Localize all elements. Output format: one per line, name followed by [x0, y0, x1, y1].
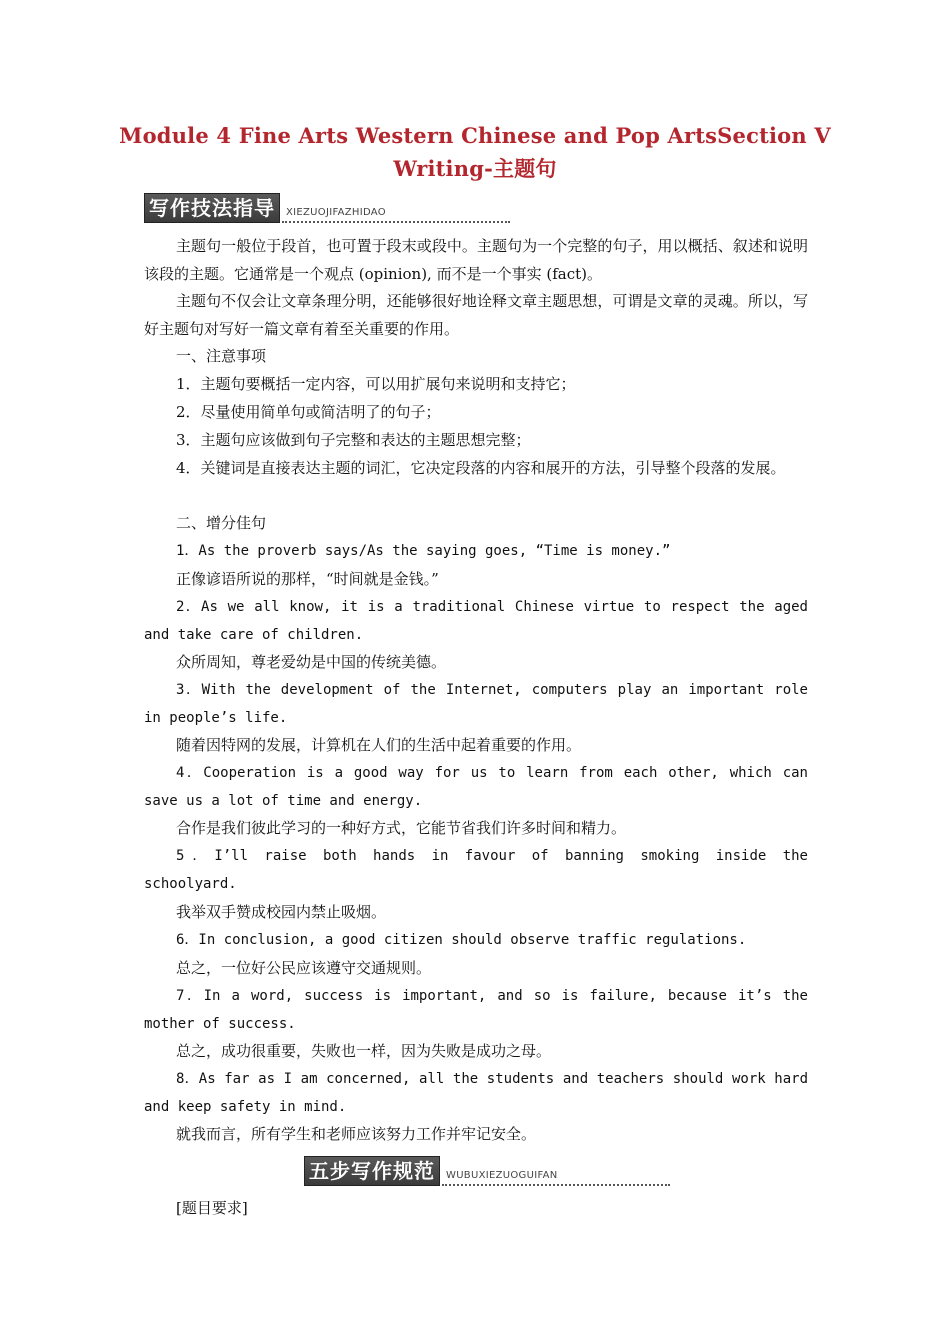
section-banner-writing-tips	[144, 195, 510, 223]
document-title-line-1: Module 4 Fine Arts Western Chinese and Pop ArtsSection Ⅴ	[119, 123, 831, 148]
banner-pinyin: XIEZUOJIFAZHIDAO	[282, 207, 510, 223]
intro-paragraph-1: 主题句一般位于段首，也可置于段末或段中。主题句为一个完整的句子，用以概括、叙述和说明该段的主题。它通常是一个观点 (opinion), 而不是一个事实 (fact)。	[144, 237, 808, 283]
sentence-en: 6．In conclusion, a good citizen should observe traffic regulations.	[176, 932, 747, 948]
sentence-zh: 随着因特网的发展，计算机在人们的生活中起着重要的作用。	[176, 736, 582, 754]
note-item: 4．关键词是直接表达主题的词汇，它决定段落的内容和展开的方法，引导整个段落的发展。	[176, 459, 786, 477]
section-heading-notes: 一、注意事项	[176, 347, 267, 365]
sentence-zh: 合作是我们彼此学习的一种好方式，它能节省我们许多时间和精力。	[176, 819, 627, 837]
document-title-line-2: Writing-主题句	[393, 156, 557, 181]
sentence-en: 7．In a word, success is important, and so is failure, because it’s the mother of success.	[144, 988, 808, 1032]
note-item: 2．尽量使用简单句或简洁明了的句子；	[176, 403, 441, 421]
note-item: 1．主题句要概括一定内容，可以用扩展句来说明和支持它；	[176, 375, 576, 393]
sentence-en: 3．With the development of the Internet, computers play an important role in people’s life.	[144, 682, 808, 726]
sentence-en: 4．Cooperation is a good way for us to learn from each other, which can save us a lot of time and energy.	[144, 765, 808, 809]
section-banner-writing-steps	[304, 1158, 670, 1186]
sentence-en: 5．I’ll raise both hands in favour of banning smoking inside the schoolyard.	[144, 848, 808, 892]
sentence-en: 8．As far as I am concerned, all the students and teachers should work hard and keep safety in mind.	[144, 1071, 808, 1115]
sentence-zh: 总之，成功很重要，失败也一样，因为失败是成功之母。	[176, 1042, 552, 1060]
sentence-en: 2．As we all know, it is a traditional Chinese virtue to respect the aged and take care of children.	[144, 599, 808, 643]
section-heading-sentences: 二、增分佳句	[176, 514, 267, 532]
sentence-zh: 就我而言，所有学生和老师应该努力工作并牢记安全。	[176, 1125, 537, 1143]
sentence-zh: 正像谚语所说的那样，“时间就是金钱。”	[176, 570, 439, 588]
requirement-label: [题目要求]	[176, 1199, 248, 1217]
intro-paragraph-2: 主题句不仅会让文章条理分明，还能够很好地诠释文章主题思想，可谓是文章的灵魂。所以，写好主题句对写好一篇文章有着至关重要的作用。	[144, 292, 808, 338]
sentence-zh: 众所周知，尊老爱幼是中国的传统美德。	[176, 653, 447, 671]
sentence-zh: 我举双手赞成校园内禁止吸烟。	[176, 903, 387, 921]
note-item: 3．主题句应该做到句子完整和表达的主题思想完整；	[176, 431, 531, 449]
banner-label: 写作技法指导	[144, 193, 280, 223]
banner-label: 五步写作规范	[304, 1156, 440, 1186]
banner-pinyin: WUBUXIEZUOGUIFAN	[442, 1170, 670, 1186]
sentence-en: 1．As the proverb says/As the saying goes, “Time is money.”	[176, 543, 671, 559]
sentence-zh: 总之，一位好公民应该遵守交通规则。	[176, 959, 432, 977]
